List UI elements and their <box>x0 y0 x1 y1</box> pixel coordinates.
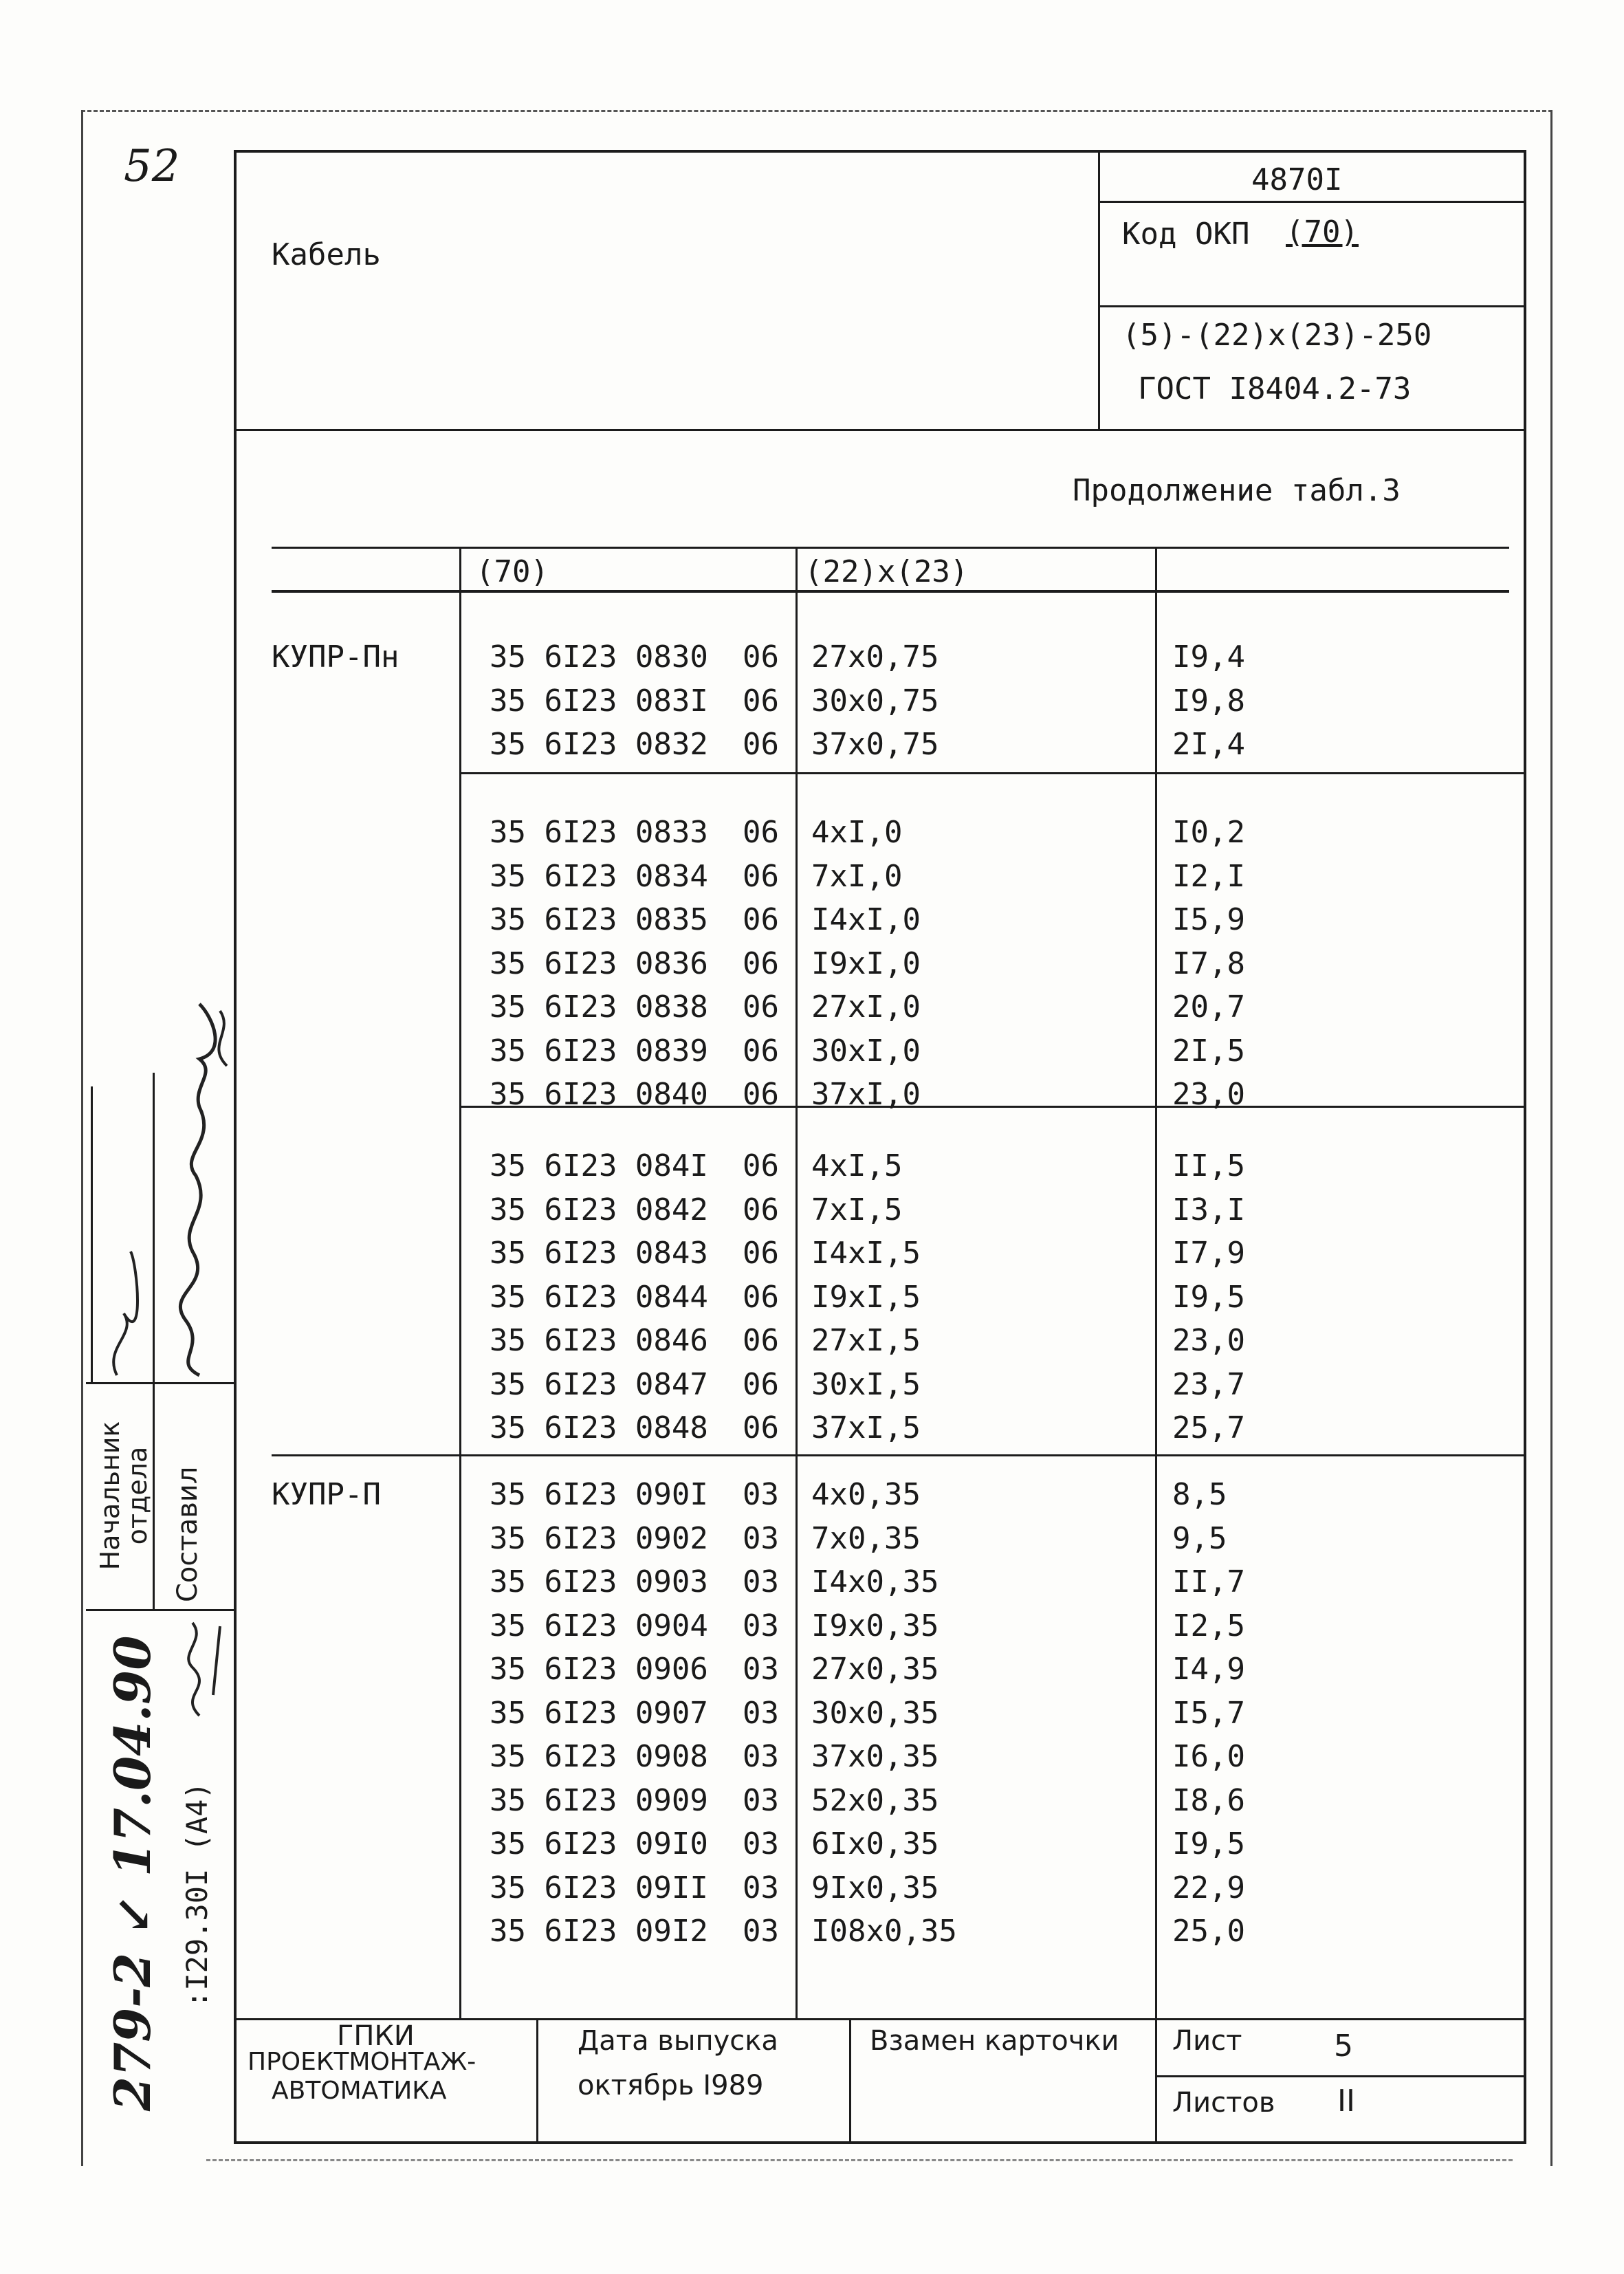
header-rule-1 <box>1098 201 1526 203</box>
frame-top <box>234 150 1526 153</box>
row-suffix: 03 <box>743 1608 779 1643</box>
row-code: 35 6I23 0908 <box>490 1739 708 1774</box>
sheets-value: II <box>1337 2084 1355 2119</box>
row-value: 2I,5 <box>1172 1034 1245 1069</box>
row-suffix: 06 <box>743 684 779 719</box>
row-value: I9,5 <box>1172 1280 1245 1315</box>
row-code: 35 6I23 090I <box>490 1477 708 1512</box>
signature-scribbles <box>96 990 234 1389</box>
row-value: I5,9 <box>1172 902 1245 937</box>
frame-right <box>1524 150 1526 2144</box>
row-value: 8,5 <box>1172 1477 1227 1512</box>
row-value: I9,4 <box>1172 639 1245 675</box>
row-size: I9xI,0 <box>811 946 921 981</box>
table-col-2 <box>795 547 798 2018</box>
sheet-label: Лист <box>1172 2025 1242 2057</box>
product-name: Кабель <box>272 237 381 272</box>
row-suffix: 03 <box>743 1870 779 1905</box>
footer-col-2 <box>849 2018 851 2142</box>
col-header-size: (22)x(23) <box>804 554 969 589</box>
org-line-1: ГПКИ <box>337 2020 415 2052</box>
page-border-right <box>1550 110 1552 2166</box>
margin-col-left <box>91 1086 93 1382</box>
row-size: 4xI,0 <box>811 815 903 850</box>
row-code: 35 6I23 0840 <box>490 1077 708 1112</box>
row-code: 35 6I23 0830 <box>490 639 708 675</box>
author-label: Составил <box>172 1466 204 1602</box>
page-border-bottom <box>206 2159 1513 2161</box>
row-code: 35 6I23 0844 <box>490 1280 708 1315</box>
row-size: 6Ix0,35 <box>811 1826 939 1861</box>
row-size: 27x0,35 <box>811 1652 939 1687</box>
row-suffix: 06 <box>743 902 779 937</box>
row-suffix: 06 <box>743 1367 779 1402</box>
row-suffix: 06 <box>743 1192 779 1227</box>
row-size: 37x0,75 <box>811 727 939 762</box>
row-code: 35 6I23 0904 <box>490 1608 708 1643</box>
row-value: I4,9 <box>1172 1652 1245 1687</box>
org-line-2: ПРОЕКТМОНТАЖ- <box>248 2048 476 2076</box>
row-value: I2,5 <box>1172 1608 1245 1643</box>
row-size: 7xI,0 <box>811 859 903 894</box>
row-value: I9,5 <box>1172 1826 1245 1861</box>
row-code: 35 6I23 0846 <box>490 1323 708 1358</box>
row-size: 52x0,35 <box>811 1783 939 1818</box>
row-code: 35 6I23 0906 <box>490 1652 708 1687</box>
okp-label: Код ОКП <box>1122 217 1250 252</box>
row-size: 30x0,35 <box>811 1696 939 1731</box>
row-suffix: 03 <box>743 1652 779 1687</box>
table-rule-top <box>272 547 1509 549</box>
row-suffix: 06 <box>743 727 779 762</box>
row-code: 35 6I23 083I <box>490 684 708 719</box>
row-value: 22,9 <box>1172 1870 1245 1905</box>
group-label-kupr-pn: КУПР-Пн <box>272 639 399 675</box>
row-suffix: 06 <box>743 1236 779 1271</box>
row-size: 9Ix0,35 <box>811 1870 939 1905</box>
row-code: 35 6I23 0833 <box>490 815 708 850</box>
row-size: 27xI,0 <box>811 990 921 1025</box>
row-suffix: 06 <box>743 1077 779 1112</box>
frame-bottom <box>234 2141 1526 2144</box>
row-code: 35 6I23 0832 <box>490 727 708 762</box>
header-rule-bottom <box>234 429 1526 431</box>
page-number: 52 <box>124 141 180 192</box>
row-suffix: 06 <box>743 859 779 894</box>
row-value: I6,0 <box>1172 1739 1245 1774</box>
page-border-left <box>81 110 83 2166</box>
continuation-note: Продолжение табл.3 <box>1073 473 1401 508</box>
row-size: 4xI,5 <box>811 1148 903 1183</box>
group-rule <box>272 1454 1525 1456</box>
row-value: 20,7 <box>1172 990 1245 1025</box>
row-size: 4x0,35 <box>811 1477 921 1512</box>
designation: (5)-(22)x(23)-250 <box>1122 318 1432 353</box>
row-code: 35 6I23 0835 <box>490 902 708 937</box>
margin-initials <box>158 1612 234 1723</box>
row-size: 27x0,75 <box>811 639 939 675</box>
row-code: 35 6I23 0903 <box>490 1564 708 1599</box>
replaces-card-label: Взамен карточки <box>870 2025 1119 2057</box>
row-suffix: 03 <box>743 1477 779 1512</box>
block-rule-1 <box>459 772 1525 774</box>
row-suffix: 03 <box>743 1783 779 1818</box>
row-code: 35 6I23 0902 <box>490 1521 708 1556</box>
row-suffix: 03 <box>743 1521 779 1556</box>
row-value: I9,8 <box>1172 684 1245 719</box>
row-value: I2,I <box>1172 859 1245 894</box>
footer-rule-top <box>234 2018 1526 2020</box>
row-suffix: 03 <box>743 1739 779 1774</box>
row-value: I3,I <box>1172 1192 1245 1227</box>
row-code: 35 6I23 09II <box>490 1870 708 1905</box>
form-code: :I29.30I (A4) <box>180 1782 214 2008</box>
row-size: 37x0,35 <box>811 1739 939 1774</box>
header-divider <box>1098 150 1100 430</box>
sheets-label: Листов <box>1172 2087 1275 2119</box>
row-code: 35 6I23 0839 <box>490 1034 708 1069</box>
frame-left <box>234 150 237 2144</box>
row-value: I7,9 <box>1172 1236 1245 1271</box>
row-code: 35 6I23 084I <box>490 1148 708 1183</box>
table-col-1 <box>459 547 461 2018</box>
row-suffix: 06 <box>743 1148 779 1183</box>
row-suffix: 03 <box>743 1696 779 1731</box>
row-code: 35 6I23 0843 <box>490 1236 708 1271</box>
row-size: 30xI,5 <box>811 1367 921 1402</box>
row-suffix: 06 <box>743 1280 779 1315</box>
row-value: II,5 <box>1172 1148 1245 1183</box>
row-suffix: 06 <box>743 1323 779 1358</box>
row-value: I5,7 <box>1172 1696 1245 1731</box>
footer-col-1 <box>536 2018 538 2142</box>
row-value: I0,2 <box>1172 815 1245 850</box>
row-size: I08x0,35 <box>811 1914 957 1949</box>
row-value: 23,7 <box>1172 1367 1245 1402</box>
issue-date-label: Дата выпуска <box>578 2025 778 2057</box>
row-size: 7x0,35 <box>811 1521 921 1556</box>
row-code: 35 6I23 0842 <box>490 1192 708 1227</box>
row-code: 35 6I23 0848 <box>490 1410 708 1445</box>
page-border-top <box>81 110 1552 112</box>
row-code: 35 6I23 0907 <box>490 1696 708 1731</box>
row-suffix: 06 <box>743 639 779 675</box>
row-size: 30xI,0 <box>811 1034 921 1069</box>
row-size: I9x0,35 <box>811 1608 939 1643</box>
row-size: I9xI,5 <box>811 1280 921 1315</box>
row-size: I4x0,35 <box>811 1564 939 1599</box>
footer-rule-sheets <box>1155 2075 1526 2077</box>
sheet-value: 5 <box>1334 2029 1353 2064</box>
issue-date-value: октябрь I989 <box>578 2070 764 2101</box>
row-value: 25,7 <box>1172 1410 1245 1445</box>
row-size: 27xI,5 <box>811 1323 921 1358</box>
row-value: 2I,4 <box>1172 727 1245 762</box>
group-label-kupr-p: КУПР-П <box>272 1477 381 1512</box>
row-value: II,7 <box>1172 1564 1245 1599</box>
row-size: 37xI,0 <box>811 1077 921 1112</box>
okp-value: (70) <box>1286 215 1359 250</box>
standard: ГОСТ I8404.2-73 <box>1138 371 1412 406</box>
row-code: 35 6I23 0834 <box>490 859 708 894</box>
row-code: 35 6I23 0836 <box>490 946 708 981</box>
row-size: 30x0,75 <box>811 684 939 719</box>
row-suffix: 06 <box>743 990 779 1025</box>
row-value: 23,0 <box>1172 1077 1245 1112</box>
head-of-department-label: Начальник отдела <box>95 1421 153 1571</box>
row-value: 9,5 <box>1172 1521 1227 1556</box>
org-line-3: АВТОМАТИКА <box>272 2077 447 2105</box>
row-suffix: 03 <box>743 1564 779 1599</box>
table-rule-header <box>272 590 1509 593</box>
row-size: I4xI,5 <box>811 1236 921 1271</box>
row-size: 37xI,5 <box>811 1410 921 1445</box>
row-suffix: 03 <box>743 1826 779 1861</box>
row-value: I8,6 <box>1172 1783 1245 1818</box>
row-code: 35 6I23 0909 <box>490 1783 708 1818</box>
row-suffix: 06 <box>743 1410 779 1445</box>
row-suffix: 06 <box>743 815 779 850</box>
row-value: 25,0 <box>1172 1914 1245 1949</box>
footer-col-3 <box>1155 2018 1157 2142</box>
row-suffix: 03 <box>743 1914 779 1949</box>
row-size: 7xI,5 <box>811 1192 903 1227</box>
row-code: 35 6I23 09I2 <box>490 1914 708 1949</box>
col-header-code: (70) <box>476 554 549 589</box>
row-value: I7,8 <box>1172 946 1245 981</box>
row-suffix: 06 <box>743 946 779 981</box>
row-code: 35 6I23 0838 <box>490 990 708 1025</box>
margin-rule-bottom <box>86 1609 234 1611</box>
table-col-3 <box>1155 547 1157 2018</box>
header-rule-2 <box>1098 305 1526 307</box>
row-code: 35 6I23 0847 <box>490 1367 708 1402</box>
handwritten-date: 279-2 ↙ 17.04.90 <box>103 1635 162 2111</box>
row-code: 35 6I23 09I0 <box>490 1826 708 1861</box>
row-size: I4xI,0 <box>811 902 921 937</box>
code-top: 4870I <box>1251 162 1343 197</box>
row-value: 23,0 <box>1172 1323 1245 1358</box>
row-suffix: 06 <box>743 1034 779 1069</box>
